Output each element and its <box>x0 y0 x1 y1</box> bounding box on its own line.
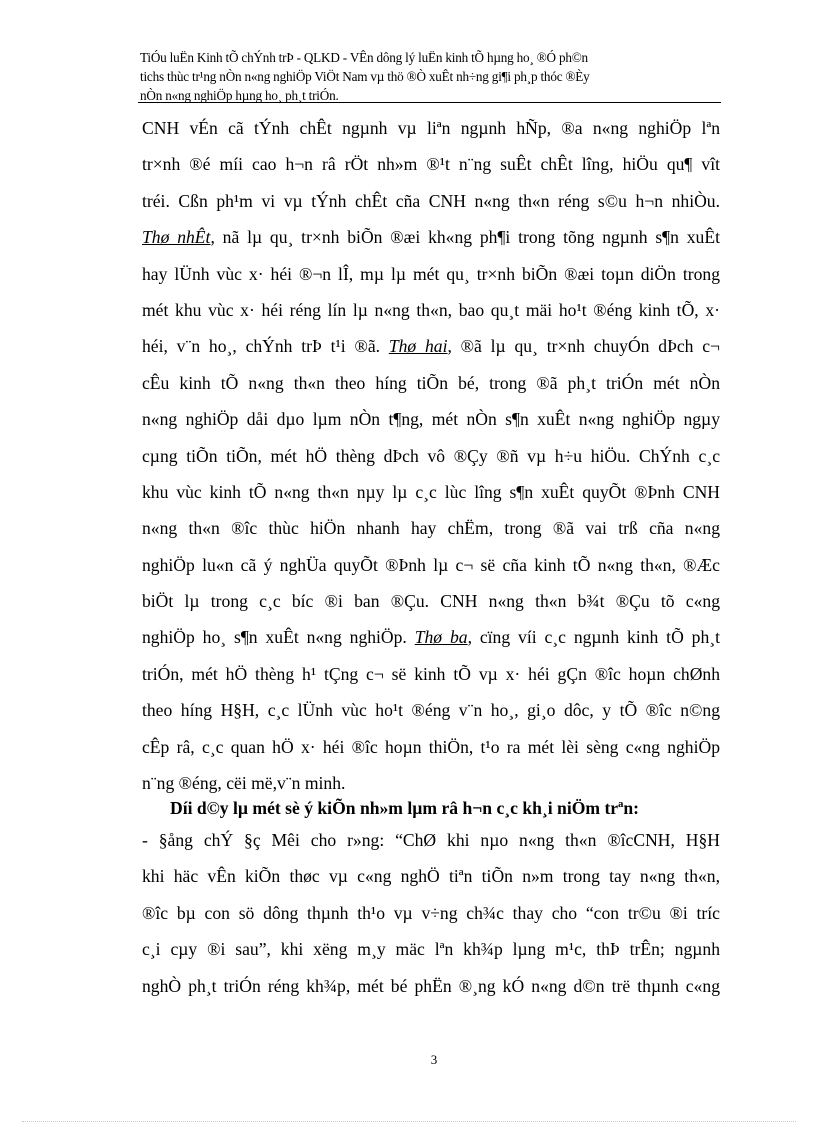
text-line: khu vùc kinh tÕ n«ng th«n nµy lµ c¸c lùc lîng s¶n xuÊt quyÕt ®Þnh CNH <box>142 481 720 502</box>
text-line: - §ång chÝ §ç Mêi cho r»ng: “ChØ khi nµo n«ng th«n ®îcCNH, H§H <box>142 830 720 850</box>
text-line: nghÒ ph¸t triÓn réng kh¾p, mét bé phËn ®¸ng kÓ n«ng d©n trë thµnh c«ng <box>142 975 720 996</box>
text-line: hay lÜnh vùc x· héi ®¬n lÎ, mµ lµ mét qu¸ tr×nh biÕn ®æi toµn diÖn trong <box>142 263 720 284</box>
running-header <box>140 48 720 105</box>
text-segment: , nã lµ qu¸ tr×nh biÕn ®æi kh«ng ph¶i trong tõng ngµnh s¶n xuÊt <box>210 227 720 248</box>
text-line: n«ng th«n ®îc thùc hiÖn nhanh hay chËm, trong ®ã vai trß cña n«ng <box>142 518 720 539</box>
text-line <box>142 328 720 364</box>
text-line: c¸i cµy ®i sau”, khi xëng m¸y mäc lªn kh¾p lµng m¹c, thÞ trÊn; ngµnh <box>142 939 720 960</box>
text-line: tr×nh ®é míi cao h¬n râ rÖt nh»m ®¹t n¨ng suÊt chÊt lîng, hiÖu qu¶ vît <box>142 154 720 175</box>
body-paragraph <box>142 110 720 801</box>
text-line: cÊp râ, c¸c quan hÖ x· héi ®îc hoµn thiÖn, t¹o ra mét lèi sèng c«ng nghiÖp <box>142 736 720 757</box>
text-line: triÓn, mét hÖ thèng h¹ tÇng c¬ së kinh tÕ vµ x· héi gÇn ®îc hoµn chØnh <box>142 663 720 684</box>
text-line: biÖt lµ trong c¸c bíc ®i ban ®Çu. CNH n«ng th«n b¾t ®Çu tõ c«ng <box>142 591 720 612</box>
header-line: nÒn n«ng nghiÖp hµng ho¸ ph¸t triÓn. <box>140 88 339 103</box>
text-line <box>142 219 720 255</box>
enumeration-third: Thø ba <box>414 627 468 648</box>
text-segment: , ®ã lµ qu¸ tr×nh chuyÓn dÞch c¬ <box>447 336 720 357</box>
header-divider <box>138 102 721 103</box>
text-line: n«ng nghiÖp dåi dµo lµm nÒn t¶ng, mét nÒn s¶n xuÊt n«ng nghiÖp ngµy <box>142 409 720 430</box>
text-line: theo híng H§H, c¸c lÜnh vùc ho¹t ®éng v¨n ho¸, gi¸o dôc, y tÕ ®îc n©ng <box>142 700 720 721</box>
page-number: 3 <box>430 1052 438 1067</box>
quote-paragraph <box>142 822 720 1004</box>
text-line: khi häc vÊn kiÕn thøc vµ c«ng nghÖ tiªn tiÕn n»m trong tay n«ng th«n, <box>142 866 720 887</box>
enumeration-first: Thø nhÊt <box>142 227 211 248</box>
text-line: cÊu kinh tÕ n«ng th«n theo híng tiÕn bé, trong ®ã ph¸t triÓn mét nÒn <box>142 372 720 393</box>
header-line: TiÓu luËn Kinh tÕ chÝnh trÞ - QLKD - VÊn dông lý luËn kinh tÕ hµng ho¸ ®Ó ph©n <box>140 50 588 65</box>
text-line: cµng tiÕn tiÕn, mét hÖ thèng dÞch vô ®Çy ®ñ vµ h÷u hiÖu. ChÝnh c¸c <box>142 445 720 466</box>
page-bottom-edge <box>22 1121 796 1122</box>
text-line: CNH vÉn cã tÝnh chÊt ngµnh vµ liªn ngµnh hÑp, ®a n«ng nghiÖp lªn <box>142 118 720 138</box>
text-line <box>142 619 720 655</box>
text-line: n¨ng ®éng, cëi më,v¨n minh. <box>142 773 346 794</box>
text-line: ®îc bµ con sö dông thµnh th¹o vµ v÷ng ch¾c thay cho “con tr©u ®i tríc <box>142 902 720 923</box>
section-heading: Díi d©y lµ mét sè ý kiÕn nh»m lµm râ h¬n c¸c kh¸i niÖm trªn: <box>170 798 640 818</box>
text-segment: nghiÖp ho¸ s¶n xuÊt n«ng nghiÖp. <box>142 627 415 648</box>
enumeration-second: Thø hai <box>388 336 448 357</box>
text-line: nghiÖp lu«n cã ý nghÜa quyÕt ®Þnh lµ c¬ së cña kinh tÕ n«ng th«n, ®Æc <box>142 554 720 575</box>
text-line: tréi. Cßn ph¹m vi vµ tÝnh chÊt cña CNH n«ng th«n réng s©u h¬n nhiÒu. <box>142 190 720 211</box>
text-segment: , cïng víi c¸c ngµnh kinh tÕ ph¸t <box>467 627 720 648</box>
text-line: mét khu vùc x· héi réng lín lµ n«ng th«n, bao qu¸t mäi ho¹t ®éng kinh tÕ, x· <box>142 299 720 320</box>
text-segment: héi, v¨n ho¸, chÝnh trÞ t¹i ®ã. <box>142 336 389 357</box>
header-line: tichs thùc tr¹ng nÒn n«ng nghiÖp ViÖt Nam vµ thö ®Ò xuÊt nh÷ng gi¶i ph¸p thóc ®Èy <box>140 69 590 84</box>
